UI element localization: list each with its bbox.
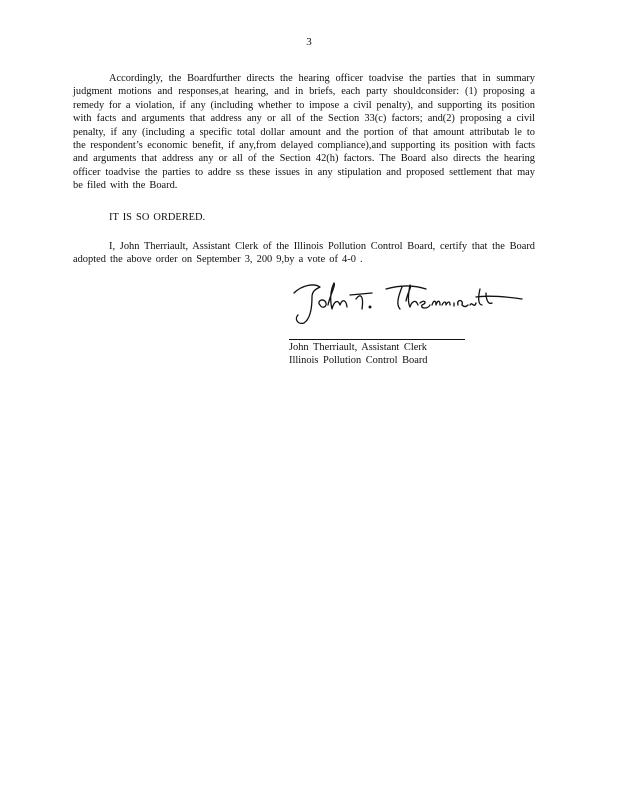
- handwritten-signature: [290, 275, 530, 335]
- signatory-name-title: John Therriault, Assistant Clerk: [289, 342, 427, 353]
- signature-line: [289, 339, 465, 340]
- order-paragraph-so-ordered: IT IS SO ORDERED.: [109, 212, 206, 223]
- order-paragraph-remedy: Accordingly, the Boardfurther directs the hearing officer toadvise the parties that in summary judgment motions and responses,at hearing, and in briefs, each party shouldconsider: (1) proposing a remedy for a violation, if any (including whether to impose a civil penalty), and supporting its position with facts and arguments that address any or all of the Section 33(c) factors; and(2) proposing a civil penalty, if any (including a specific total dollar amount and the portion of that amount attributab le to the respondent’s economic benefit, if any,from delayed compliance),and supporting its position with facts and arguments that address any or all of the Section 42(h) factors. The Board also directs the hearing officer toadvise the parties to addre ss these issues in any stipulation and proposed settlement that may be filed with the Board.: [73, 73, 535, 192]
- signatory-organization: Illinois Pollution Control Board: [289, 355, 428, 366]
- page-number: 3: [306, 36, 312, 48]
- order-paragraph-certification: I, John Therriault, Assistant Clerk of the Illinois Pollution Control Board, certify that the Board adopted the above order on September 3, 200 9,by a vote of 4-0 .: [73, 241, 535, 266]
